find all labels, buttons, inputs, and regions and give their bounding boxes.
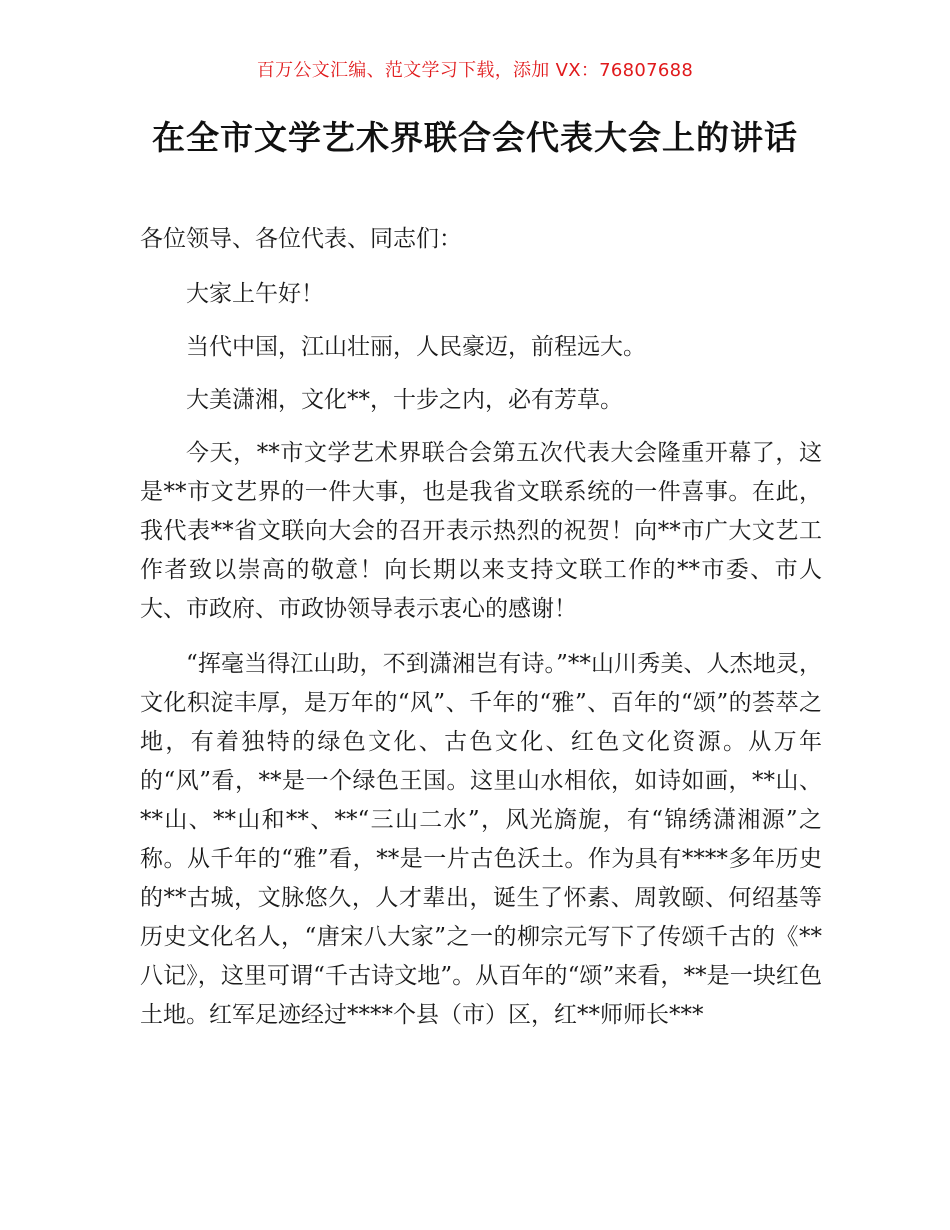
watermark-banner: 百万公文汇编、范文学习下载，添加 VX：76807688 xyxy=(256,60,694,81)
document-body xyxy=(140,220,822,1051)
salutation: 各位领导、各位代表、同志们： xyxy=(140,226,462,252)
document-title: 在全市文学艺术界联合会代表大会上的讲话 xyxy=(152,118,798,157)
paragraph: 大家上午好！ xyxy=(186,281,324,307)
paragraph: 今天，**市文学艺术界联合会第五次代表大会隆重开幕了，这是**市文艺界的一件大事，也是我省文联系统的一件喜事。在此，我代表**省文联向大会的召开表示热烈的祝贺！向**市广大文艺工作者致以崇高的敬意！向长期以来支持文联工作的**市委、市人大、市政府、市政协领导表示衷心的感谢！ xyxy=(140,440,822,622)
paragraph: 当代中国，江山壮丽，人民豪迈，前程远大。 xyxy=(186,334,646,360)
paragraph: 大美潇湘，文化**，十步之内，必有芳草。 xyxy=(186,387,623,413)
paragraph: “挥毫当得江山助，不到潇湘岂有诗。”**山川秀美、人杰地灵，文化积淀丰厚，是万年的“风”、千年的“雅”、百年的“颂”的荟萃之地，有着独特的绿色文化、古色文化、红色文化资源。从万年的“风”看，**是一个绿色王国。这里山水相依，如诗如画，**山、**山、**山和**、**“三山二水”，风光旖旎，有“锦绣潇湘源”之称。从千年的“雅”看，**是一片古色沃土。作为具有****多年历史的**古城，文脉悠久，人才辈出，诞生了怀素、周敦颐、何绍基等历史文化名人，“唐宋八大家”之一的柳宗元写下了传颂千古的《**八记》，这里可谓“千古诗文地”。从百年的“颂”来看，**是一块红色土地。红军足迹经过****个县（市）区，红**师师长*** xyxy=(140,651,822,1028)
